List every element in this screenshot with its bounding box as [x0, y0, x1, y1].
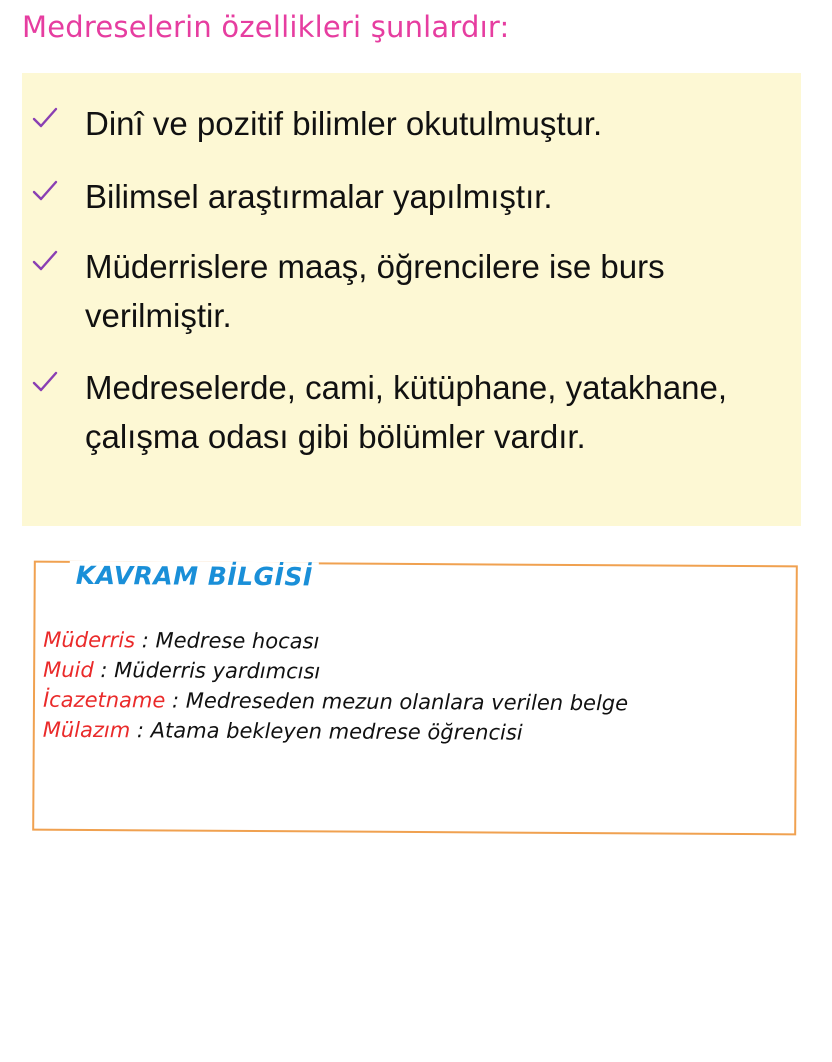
term-separator: :: [93, 658, 115, 683]
term-name: Müderris: [43, 627, 136, 653]
term-name: Mülazım: [42, 717, 131, 743]
feature-text: Müderrislere maaş, öğrencilere ise burs verilmiştir.: [85, 248, 665, 334]
feature-text: Dinî ve pozitif bilimler okutulmuştur.: [85, 105, 603, 142]
term-separator: :: [130, 718, 151, 743]
term-definition: Müderris yardımcısı: [114, 658, 321, 684]
term-separator: :: [165, 688, 186, 713]
terms-list: [43, 625, 784, 750]
checkmark-icon: [30, 248, 60, 274]
checkmark-icon: [30, 178, 60, 204]
page-heading: Medreselerin özellikleri şunlardır:: [22, 10, 510, 44]
term-item: [43, 655, 783, 690]
feature-text: Medreselerde, cami, kütüphane, yatakhane, çalışma odası gibi bölümler vardır.: [85, 369, 728, 455]
term-definition: Medreseden mezun olanlara verilen belge: [185, 688, 629, 716]
checkmark-icon: [30, 105, 60, 131]
term-item: [43, 715, 783, 750]
feature-text: Bilimsel araştırmalar yapılmıştır.: [85, 178, 553, 215]
kavram-bilgisi-box: [32, 561, 798, 836]
term-item: [43, 625, 783, 660]
term-item: [43, 685, 783, 720]
checkmark-icon: [30, 369, 60, 395]
term-definition: Medrese hocası: [155, 628, 320, 654]
features-box: [22, 73, 801, 526]
term-definition: Atama bekleyen medrese öğrencisi: [150, 718, 523, 745]
term-name: Muid: [43, 657, 94, 683]
term-name: İcazetname: [42, 687, 166, 713]
term-separator: :: [135, 628, 156, 653]
kavram-title: KAVRAM BİLGİSİ: [70, 561, 319, 592]
